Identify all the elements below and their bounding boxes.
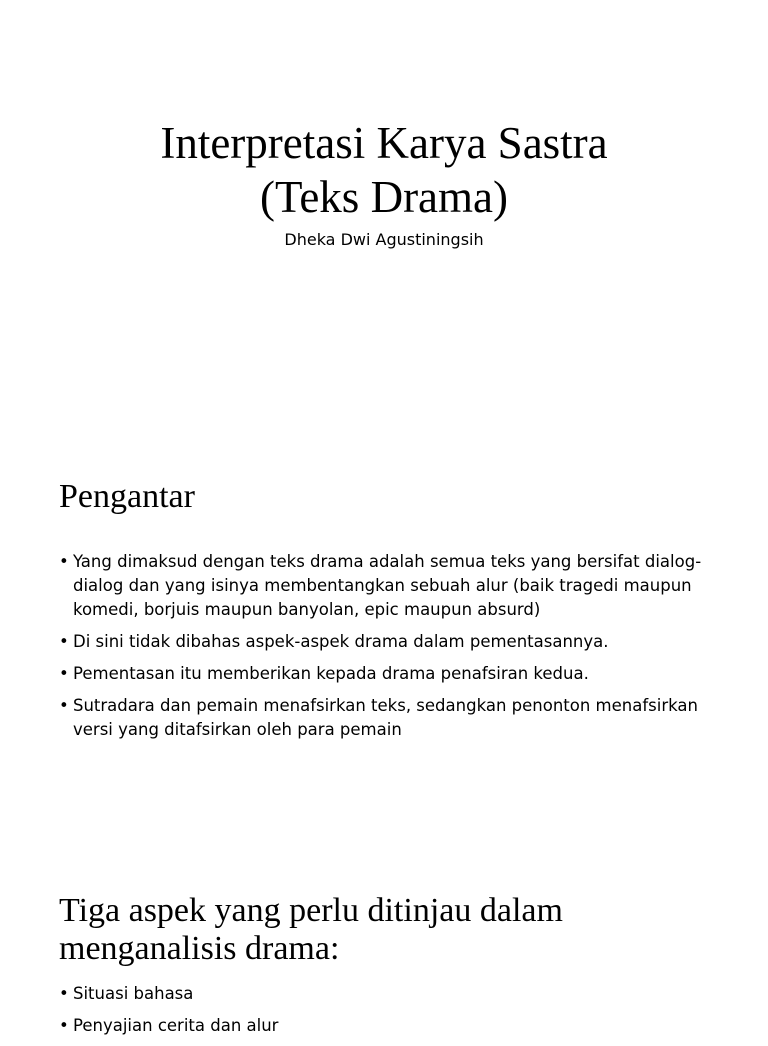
- bullet-icon: •: [59, 552, 69, 571]
- bullet-icon: •: [59, 1016, 69, 1035]
- bullet-item: [59, 550, 719, 622]
- bullet-item: [59, 1014, 719, 1038]
- bullet-text: Di sini tidak dibahas aspek-aspek drama dalam pementasannya.: [73, 632, 609, 651]
- bullet-icon: •: [59, 664, 69, 683]
- bullet-icon: •: [59, 696, 69, 715]
- bullet-list: [59, 550, 719, 750]
- bullet-text: Yang dimaksud dengan teks drama adalah semua teks yang bersifat dialog-dialog dan yang isinya membentangkan sebuah alur (baik tragedi maupun komedi, borjuis maupun banyolan, epic maupun absurd): [73, 552, 702, 619]
- bullet-list: [59, 982, 719, 1046]
- author-name: Dheka Dwi Agustiningsih: [284, 230, 484, 249]
- slide-pengantar: [0, 440, 768, 840]
- slide-heading: [59, 892, 739, 968]
- bullet-text: Situasi bahasa: [73, 984, 194, 1003]
- bullet-text: Penyajian cerita dan alur: [73, 1016, 279, 1035]
- slide-heading: Pengantar: [59, 478, 195, 515]
- heading-line-2: menganalisis drama:: [59, 930, 340, 967]
- bullet-item: [59, 694, 719, 742]
- bullet-text: Sutradara dan pemain menafsirkan teks, sedangkan penonton menafsirkan versi yang ditafsirkan oleh para pemain: [73, 696, 698, 739]
- slide-title-heading: [0, 116, 768, 224]
- bullet-text: Pementasan itu memberikan kepada drama penafsiran kedua.: [73, 664, 589, 683]
- bullet-item: [59, 630, 719, 654]
- slide-title: [0, 0, 768, 400]
- title-line-2: (Teks Drama): [260, 172, 508, 222]
- bullet-item: [59, 662, 719, 686]
- heading-line-1: Tiga aspek yang perlu ditinjau dalam: [59, 892, 563, 929]
- bullet-icon: •: [59, 984, 69, 1003]
- title-line-1: Interpretasi Karya Sastra: [160, 118, 608, 168]
- slide-tiga-aspek: [0, 880, 768, 1035]
- bullet-item: [59, 982, 719, 1006]
- bullet-icon: •: [59, 632, 69, 651]
